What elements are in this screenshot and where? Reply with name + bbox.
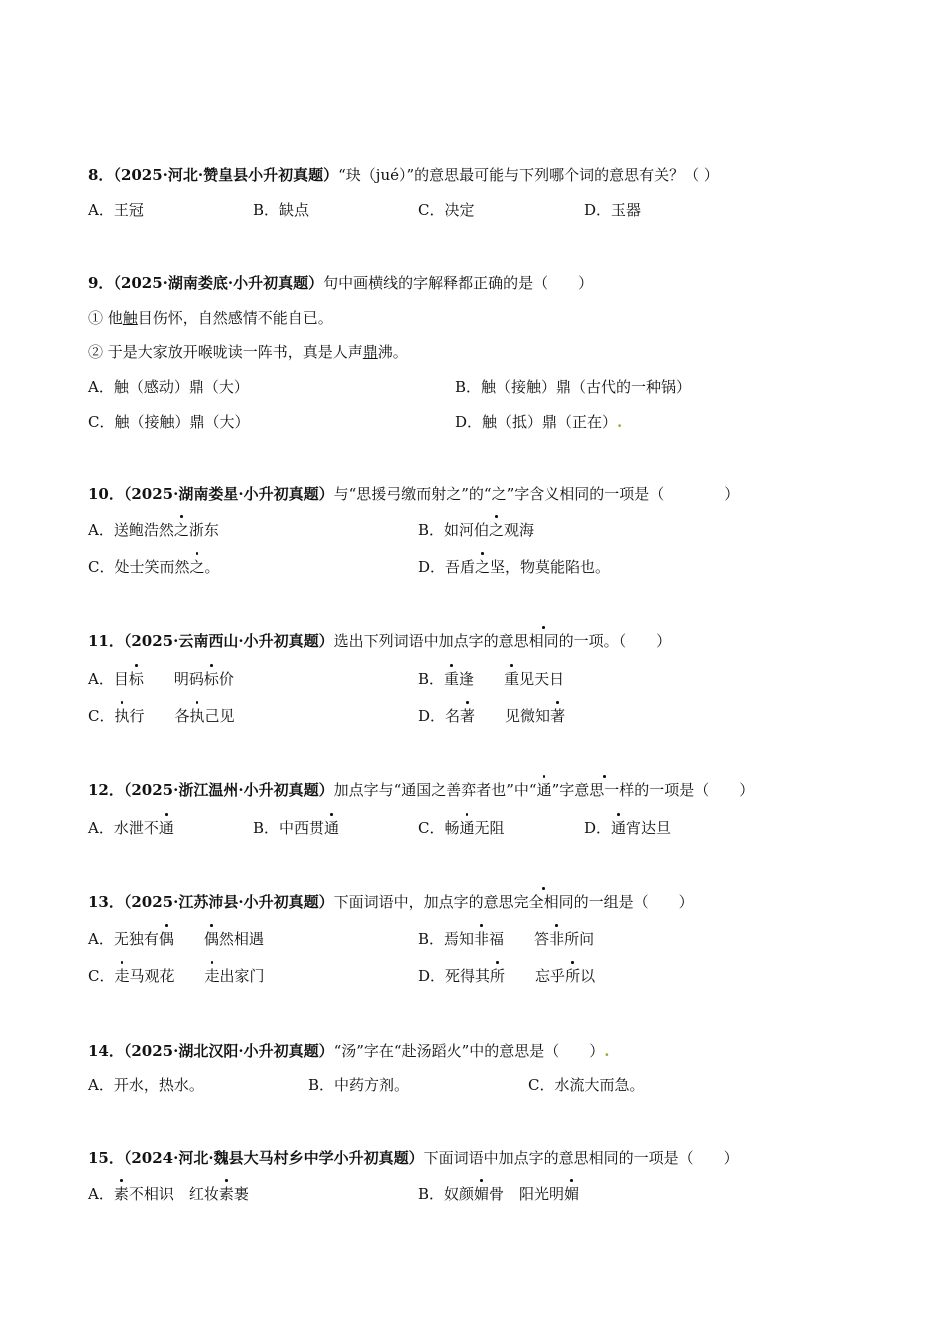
question-9-stem bbox=[88, 271, 593, 295]
option-text: 福 答 bbox=[489, 930, 550, 948]
option-text: D． bbox=[584, 819, 612, 837]
option-text: 己见 bbox=[204, 707, 235, 725]
question-number: 11． bbox=[88, 632, 124, 650]
question-number: 13． bbox=[88, 893, 124, 911]
option-text: 出家门 bbox=[219, 967, 265, 985]
question-number: 14． bbox=[88, 1042, 124, 1060]
question-source: （2025·湖南娄底·小升初真题） bbox=[113, 274, 324, 292]
option-text: B．如河伯 bbox=[418, 521, 490, 539]
question-source: （2025·河北·赞皇县小升初真题） bbox=[113, 166, 339, 184]
option-text: 坚，物莫能陷也。 bbox=[490, 558, 611, 576]
option-text bbox=[174, 930, 204, 948]
question-14-stem bbox=[88, 1039, 610, 1063]
option-text: A．水泄不 bbox=[88, 819, 159, 837]
option-d bbox=[584, 816, 671, 840]
dotted-word: 完全相同 bbox=[514, 890, 574, 914]
option-d bbox=[418, 704, 565, 728]
dotted-char: 著 bbox=[550, 704, 565, 728]
dotted-char: 非 bbox=[474, 927, 489, 951]
option-b: B．触（接触）鼎（古代的一种锅） bbox=[455, 378, 692, 396]
question-number: 15． bbox=[88, 1149, 124, 1167]
question-source: （2025·浙江温州·小升初真题） bbox=[123, 781, 334, 799]
question-number: 8． bbox=[88, 166, 114, 184]
option-b: B．中药方剂。 bbox=[308, 1076, 410, 1094]
option-text: 裹 bbox=[233, 1185, 249, 1203]
option-text: 价 bbox=[218, 670, 234, 688]
dotted-word: 意思一样 bbox=[574, 778, 634, 802]
option-text: A． bbox=[88, 1185, 114, 1203]
dotted-char: 走 bbox=[114, 964, 129, 988]
dotted-char: 通 bbox=[537, 778, 552, 802]
dotted-char: 偶 bbox=[204, 927, 219, 951]
question-13-stem bbox=[88, 890, 694, 914]
question-text: 的一项是（ ） bbox=[634, 781, 755, 799]
question-source: （2024·河北·魏县大马村乡中学小升初真题） bbox=[123, 1149, 424, 1167]
option-text: C． bbox=[88, 707, 115, 725]
option-a bbox=[88, 927, 264, 951]
question-9-sentence-1 bbox=[88, 306, 333, 330]
option-c bbox=[88, 964, 265, 988]
question-source: （2025·云南西山·小升初真题） bbox=[123, 632, 334, 650]
dotted-char: 媚 bbox=[564, 1182, 579, 1206]
option-c: C．决定 bbox=[418, 201, 475, 219]
option-text: B．中西贯 bbox=[253, 819, 325, 837]
option-b bbox=[253, 816, 339, 840]
option-text: D．吾盾 bbox=[418, 558, 476, 576]
option-text: 忘乎 bbox=[505, 967, 566, 985]
question-text: 句中画横线的字解释都正确的是（ ） bbox=[323, 274, 594, 292]
option-a: A．触（感动）鼎（大） bbox=[88, 378, 249, 396]
option-text: 见天日 bbox=[519, 670, 565, 688]
dotted-char: 标 bbox=[204, 667, 219, 691]
option-b bbox=[418, 667, 564, 691]
question-text: ”字 bbox=[551, 781, 575, 799]
option-text: 宵达旦 bbox=[626, 819, 672, 837]
dotted-char: 之 bbox=[189, 555, 204, 579]
sentence-text: 沸。 bbox=[377, 343, 408, 361]
dotted-char: 所 bbox=[490, 964, 505, 988]
option-text: A．目 bbox=[88, 670, 129, 688]
option-a bbox=[88, 518, 219, 542]
option-text: 以 bbox=[580, 967, 596, 985]
option-b: B．缺点 bbox=[253, 201, 310, 219]
dotted-char: 通 bbox=[611, 816, 626, 840]
dotted-char: 通 bbox=[324, 816, 339, 840]
option-text: C． bbox=[88, 967, 115, 985]
option-text: 见微知 bbox=[475, 707, 551, 725]
option-text: A．无独有 bbox=[88, 930, 159, 948]
option-c bbox=[88, 555, 220, 579]
option-a bbox=[88, 667, 234, 691]
option-text: 逢 bbox=[459, 670, 505, 688]
sentence-text: 目伤怀，自然感情不能自已。 bbox=[137, 309, 333, 327]
dotted-char: 素 bbox=[219, 1182, 234, 1206]
question-text: 的一组是（ ） bbox=[573, 893, 694, 911]
underlined-char: 鼎 bbox=[362, 343, 378, 361]
option-text: 马观花 bbox=[129, 967, 205, 985]
dotted-char: 通 bbox=[159, 816, 174, 840]
question-15-stem bbox=[88, 1146, 739, 1170]
sentence-text: ① 他 bbox=[88, 309, 123, 327]
question-12-stem bbox=[88, 778, 754, 802]
question-text: 加点字与“通国之善弈者也”中“ bbox=[333, 781, 537, 799]
question-text: “汤”字在“赴汤蹈火”中的意思是（ ） bbox=[333, 1042, 605, 1060]
option-c: C．触（接触）鼎（大） bbox=[88, 413, 250, 431]
option-text: 浙东 bbox=[188, 521, 219, 539]
option-text: 观海 bbox=[504, 521, 535, 539]
option-text: C．畅 bbox=[418, 819, 460, 837]
option-c bbox=[88, 704, 235, 728]
option-text: 然相遇 bbox=[218, 930, 264, 948]
option-d bbox=[418, 964, 595, 988]
option-text: 行 各 bbox=[129, 707, 190, 725]
option-text: C．处士笑而然 bbox=[88, 558, 190, 576]
dotted-char: 执 bbox=[190, 704, 205, 728]
question-source: （2025·江苏沛县·小升初真题） bbox=[123, 893, 334, 911]
option-b bbox=[418, 927, 594, 951]
option-text: 骨 阳光明 bbox=[489, 1185, 565, 1203]
question-text: 与“思援弓缴而射之”的“之”字含义相同的一项是（ ） bbox=[333, 485, 740, 503]
dotted-char: 通 bbox=[459, 816, 474, 840]
option-d bbox=[455, 410, 622, 434]
option-b bbox=[418, 1182, 579, 1206]
dotted-char: 走 bbox=[205, 964, 220, 988]
option-text: 不相识 红妆 bbox=[128, 1185, 219, 1203]
option-text: D．死得其 bbox=[418, 967, 491, 985]
dotted-char: 非 bbox=[549, 927, 564, 951]
underlined-char: 触 bbox=[122, 309, 138, 327]
dotted-char: 之 bbox=[174, 518, 189, 542]
dotted-char: 偶 bbox=[159, 927, 174, 951]
question-text: “玦（jué）”的意思最可能与下列哪个词的意思有关？（ ） bbox=[338, 166, 719, 184]
question-8-stem bbox=[88, 163, 719, 187]
option-a bbox=[88, 1182, 249, 1206]
dotted-char: 素 bbox=[114, 1182, 129, 1206]
question-text: 的一项。（ ） bbox=[558, 632, 672, 650]
question-9-sentence-2 bbox=[88, 340, 408, 364]
dotted-word: 相同 bbox=[529, 629, 559, 653]
option-b bbox=[418, 518, 534, 542]
question-text: 下面词语中，加点字的意思 bbox=[333, 893, 514, 911]
dotted-char: 之 bbox=[475, 555, 490, 579]
option-a: A．王冠 bbox=[88, 201, 144, 219]
option-a: A．开水，热水。 bbox=[88, 1076, 204, 1094]
option-text: 。 bbox=[204, 558, 220, 576]
sentence-text: ② 于是大家放开喉咙读一阵书，真是人声 bbox=[88, 343, 363, 361]
question-source: （2025·湖北汉阳·小升初真题） bbox=[123, 1042, 334, 1060]
option-text: 所问 bbox=[564, 930, 595, 948]
dotted-char: 重 bbox=[504, 667, 519, 691]
option-d: D．玉器 bbox=[584, 201, 642, 219]
dotted-char: 执 bbox=[114, 704, 129, 728]
question-11-stem bbox=[88, 629, 671, 653]
option-text: 无阻 bbox=[474, 819, 505, 837]
dotted-char: 所 bbox=[565, 964, 580, 988]
option-text: B．焉知 bbox=[418, 930, 475, 948]
question-text: 下面词语中加点字的意思相同的一项是（ ） bbox=[423, 1149, 739, 1167]
question-number: 12． bbox=[88, 781, 124, 799]
option-text: D．名 bbox=[418, 707, 461, 725]
option-text: 明码 bbox=[143, 670, 204, 688]
question-10-stem bbox=[88, 482, 739, 506]
option-text: B． bbox=[418, 670, 445, 688]
dotted-char: 标 bbox=[129, 667, 144, 691]
option-text: A．送鲍浩然 bbox=[88, 521, 174, 539]
option-c bbox=[418, 816, 505, 840]
question-number: 9． bbox=[88, 274, 114, 292]
dotted-char: 之 bbox=[489, 518, 504, 542]
dotted-char: 媚 bbox=[474, 1182, 489, 1206]
question-source: （2025·湖南娄星·小升初真题） bbox=[123, 485, 334, 503]
option-d bbox=[418, 555, 610, 579]
question-number: 10． bbox=[88, 485, 124, 503]
dotted-char: 重 bbox=[444, 667, 459, 691]
option-text: D．触（抵）鼎（正在） bbox=[455, 413, 618, 431]
question-text: 选出下列词语中加点字的意思 bbox=[333, 632, 529, 650]
option-a bbox=[88, 816, 174, 840]
watermark-dot: . bbox=[617, 413, 623, 431]
watermark-dot: . bbox=[604, 1042, 610, 1060]
dotted-char: 著 bbox=[460, 704, 475, 728]
option-c: C．水流大而急。 bbox=[528, 1076, 645, 1094]
option-text: B．奴颜 bbox=[418, 1185, 475, 1203]
